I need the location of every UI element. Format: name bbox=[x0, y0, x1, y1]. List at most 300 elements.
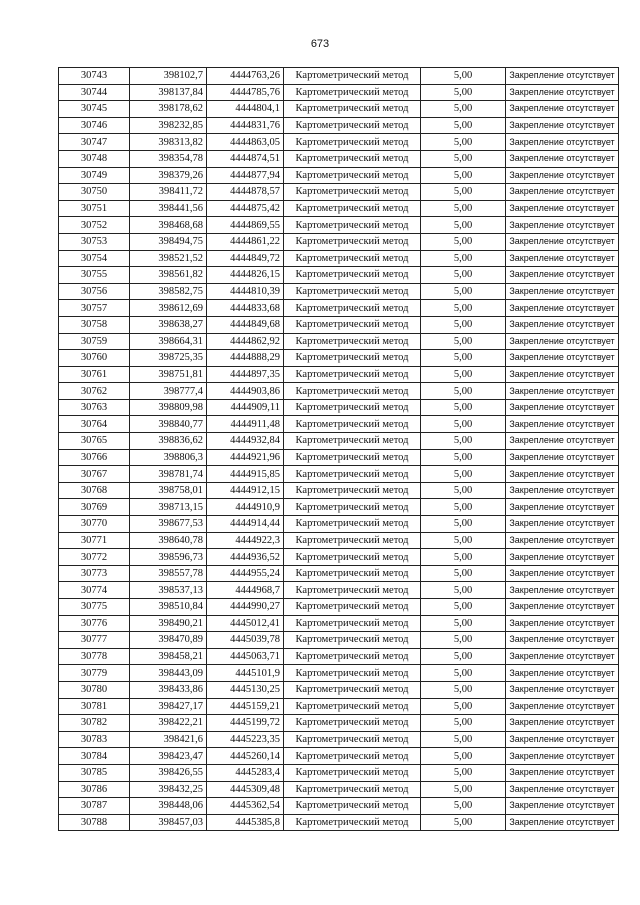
fixation-cell: Закрепление отсутствует bbox=[506, 449, 619, 466]
table-row bbox=[59, 748, 619, 765]
x-coordinate-cell: 398713,15 bbox=[130, 499, 207, 516]
x-coordinate-cell: 398423,47 bbox=[130, 748, 207, 765]
point-number-cell: 30766 bbox=[59, 449, 130, 466]
accuracy-cell: 5,00 bbox=[421, 781, 506, 798]
y-coordinate-cell: 4444914,44 bbox=[207, 516, 284, 533]
y-coordinate-cell: 4445309,48 bbox=[207, 781, 284, 798]
method-cell: Картометрический метод bbox=[284, 101, 421, 118]
y-coordinate-cell: 4445130,25 bbox=[207, 681, 284, 698]
fixation-cell: Закрепление отсутствует bbox=[506, 233, 619, 250]
fixation-cell: Закрепление отсутствует bbox=[506, 516, 619, 533]
method-cell: Картометрический метод bbox=[284, 316, 421, 333]
x-coordinate-cell: 398411,72 bbox=[130, 184, 207, 201]
table-row bbox=[59, 300, 619, 317]
y-coordinate-cell: 4444826,15 bbox=[207, 267, 284, 284]
y-coordinate-cell: 4444968,7 bbox=[207, 582, 284, 599]
table-row bbox=[59, 499, 619, 516]
fixation-cell: Закрепление отсутствует bbox=[506, 615, 619, 632]
table-row bbox=[59, 101, 619, 118]
x-coordinate-cell: 398457,03 bbox=[130, 814, 207, 831]
x-coordinate-cell: 398490,21 bbox=[130, 615, 207, 632]
y-coordinate-cell: 4445223,35 bbox=[207, 731, 284, 748]
x-coordinate-cell: 398561,82 bbox=[130, 267, 207, 284]
accuracy-cell: 5,00 bbox=[421, 233, 506, 250]
fixation-cell: Закрепление отсутствует bbox=[506, 466, 619, 483]
point-number-cell: 30767 bbox=[59, 466, 130, 483]
point-number-cell: 30780 bbox=[59, 681, 130, 698]
x-coordinate-cell: 398596,73 bbox=[130, 549, 207, 566]
method-cell: Картометрический метод bbox=[284, 516, 421, 533]
x-coordinate-cell: 398354,78 bbox=[130, 150, 207, 167]
fixation-cell: Закрепление отсутствует bbox=[506, 632, 619, 649]
y-coordinate-cell: 4444849,72 bbox=[207, 250, 284, 267]
method-cell: Картометрический метод bbox=[284, 715, 421, 732]
method-cell: Картометрический метод bbox=[284, 366, 421, 383]
point-number-cell: 30785 bbox=[59, 764, 130, 781]
x-coordinate-cell: 398725,35 bbox=[130, 350, 207, 367]
table-row bbox=[59, 582, 619, 599]
accuracy-cell: 5,00 bbox=[421, 217, 506, 234]
y-coordinate-cell: 4444785,76 bbox=[207, 84, 284, 101]
table-row bbox=[59, 217, 619, 234]
x-coordinate-cell: 398458,21 bbox=[130, 648, 207, 665]
y-coordinate-cell: 4444903,86 bbox=[207, 383, 284, 400]
x-coordinate-cell: 398677,53 bbox=[130, 516, 207, 533]
table-row bbox=[59, 200, 619, 217]
accuracy-cell: 5,00 bbox=[421, 433, 506, 450]
point-number-cell: 30748 bbox=[59, 150, 130, 167]
point-number-cell: 30745 bbox=[59, 101, 130, 118]
method-cell: Картометрический метод bbox=[284, 798, 421, 815]
method-cell: Картометрический метод bbox=[284, 599, 421, 616]
method-cell: Картометрический метод bbox=[284, 300, 421, 317]
x-coordinate-cell: 398379,26 bbox=[130, 167, 207, 184]
point-number-cell: 30773 bbox=[59, 565, 130, 582]
accuracy-cell: 5,00 bbox=[421, 648, 506, 665]
x-coordinate-cell: 398178,62 bbox=[130, 101, 207, 118]
y-coordinate-cell: 4444869,55 bbox=[207, 217, 284, 234]
y-coordinate-cell: 4444849,68 bbox=[207, 316, 284, 333]
table-row bbox=[59, 466, 619, 483]
point-number-cell: 30768 bbox=[59, 482, 130, 499]
fixation-cell: Закрепление отсутствует bbox=[506, 366, 619, 383]
point-number-cell: 30771 bbox=[59, 532, 130, 549]
table-row bbox=[59, 68, 619, 85]
point-number-cell: 30763 bbox=[59, 399, 130, 416]
accuracy-cell: 5,00 bbox=[421, 101, 506, 118]
fixation-cell: Закрепление отсутствует bbox=[506, 250, 619, 267]
y-coordinate-cell: 4444911,48 bbox=[207, 416, 284, 433]
table-row bbox=[59, 117, 619, 134]
accuracy-cell: 5,00 bbox=[421, 416, 506, 433]
accuracy-cell: 5,00 bbox=[421, 698, 506, 715]
fixation-cell: Закрепление отсутствует bbox=[506, 499, 619, 516]
accuracy-cell: 5,00 bbox=[421, 84, 506, 101]
x-coordinate-cell: 398137,84 bbox=[130, 84, 207, 101]
method-cell: Картометрический метод bbox=[284, 383, 421, 400]
y-coordinate-cell: 4444936,52 bbox=[207, 549, 284, 566]
table-row bbox=[59, 134, 619, 151]
accuracy-cell: 5,00 bbox=[421, 300, 506, 317]
x-coordinate-cell: 398470,89 bbox=[130, 632, 207, 649]
y-coordinate-cell: 4444833,68 bbox=[207, 300, 284, 317]
accuracy-cell: 5,00 bbox=[421, 565, 506, 582]
x-coordinate-cell: 398836,62 bbox=[130, 433, 207, 450]
x-coordinate-cell: 398443,09 bbox=[130, 665, 207, 682]
fixation-cell: Закрепление отсутствует bbox=[506, 68, 619, 85]
y-coordinate-cell: 4444863,05 bbox=[207, 134, 284, 151]
accuracy-cell: 5,00 bbox=[421, 350, 506, 367]
page-number: 673 bbox=[310, 38, 330, 50]
accuracy-cell: 5,00 bbox=[421, 449, 506, 466]
table-row bbox=[59, 781, 619, 798]
y-coordinate-cell: 4444862,92 bbox=[207, 333, 284, 350]
method-cell: Картометрический метод bbox=[284, 167, 421, 184]
table-row bbox=[59, 648, 619, 665]
fixation-cell: Закрепление отсутствует bbox=[506, 698, 619, 715]
accuracy-cell: 5,00 bbox=[421, 582, 506, 599]
point-number-cell: 30755 bbox=[59, 267, 130, 284]
table-row bbox=[59, 565, 619, 582]
point-number-cell: 30749 bbox=[59, 167, 130, 184]
fixation-cell: Закрепление отсутствует bbox=[506, 300, 619, 317]
accuracy-cell: 5,00 bbox=[421, 383, 506, 400]
accuracy-cell: 5,00 bbox=[421, 632, 506, 649]
point-number-cell: 30777 bbox=[59, 632, 130, 649]
table-row bbox=[59, 267, 619, 284]
method-cell: Картометрический метод bbox=[284, 764, 421, 781]
fixation-cell: Закрепление отсутствует bbox=[506, 150, 619, 167]
method-cell: Картометрический метод bbox=[284, 449, 421, 466]
fixation-cell: Закрепление отсутствует bbox=[506, 748, 619, 765]
accuracy-cell: 5,00 bbox=[421, 267, 506, 284]
y-coordinate-cell: 4444915,85 bbox=[207, 466, 284, 483]
point-number-cell: 30783 bbox=[59, 731, 130, 748]
accuracy-cell: 5,00 bbox=[421, 748, 506, 765]
point-number-cell: 30759 bbox=[59, 333, 130, 350]
accuracy-cell: 5,00 bbox=[421, 68, 506, 85]
x-coordinate-cell: 398582,75 bbox=[130, 283, 207, 300]
point-number-cell: 30754 bbox=[59, 250, 130, 267]
method-cell: Картометрический метод bbox=[284, 532, 421, 549]
point-number-cell: 30788 bbox=[59, 814, 130, 831]
y-coordinate-cell: 4445260,14 bbox=[207, 748, 284, 765]
y-coordinate-cell: 4444921,96 bbox=[207, 449, 284, 466]
fixation-cell: Закрепление отсутствует bbox=[506, 117, 619, 134]
x-coordinate-cell: 398777,4 bbox=[130, 383, 207, 400]
x-coordinate-cell: 398448,06 bbox=[130, 798, 207, 815]
table-row bbox=[59, 681, 619, 698]
x-coordinate-cell: 398422,21 bbox=[130, 715, 207, 732]
table-row bbox=[59, 250, 619, 267]
y-coordinate-cell: 4445012,41 bbox=[207, 615, 284, 632]
point-number-cell: 30779 bbox=[59, 665, 130, 682]
accuracy-cell: 5,00 bbox=[421, 399, 506, 416]
x-coordinate-cell: 398313,82 bbox=[130, 134, 207, 151]
x-coordinate-cell: 398232,85 bbox=[130, 117, 207, 134]
table-row bbox=[59, 383, 619, 400]
table-row bbox=[59, 632, 619, 649]
table-row bbox=[59, 715, 619, 732]
fixation-cell: Закрепление отсутствует bbox=[506, 383, 619, 400]
x-coordinate-cell: 398612,69 bbox=[130, 300, 207, 317]
point-number-cell: 30760 bbox=[59, 350, 130, 367]
method-cell: Картометрический метод bbox=[284, 134, 421, 151]
fixation-cell: Закрепление отсутствует bbox=[506, 217, 619, 234]
method-cell: Картометрический метод bbox=[284, 482, 421, 499]
point-number-cell: 30761 bbox=[59, 366, 130, 383]
fixation-cell: Закрепление отсутствует bbox=[506, 565, 619, 582]
accuracy-cell: 5,00 bbox=[421, 316, 506, 333]
y-coordinate-cell: 4445039,78 bbox=[207, 632, 284, 649]
table-body bbox=[59, 68, 619, 831]
accuracy-cell: 5,00 bbox=[421, 333, 506, 350]
fixation-cell: Закрепление отсутствует bbox=[506, 84, 619, 101]
table-row bbox=[59, 449, 619, 466]
point-number-cell: 30778 bbox=[59, 648, 130, 665]
method-cell: Картометрический метод bbox=[284, 814, 421, 831]
accuracy-cell: 5,00 bbox=[421, 184, 506, 201]
table-row bbox=[59, 549, 619, 566]
coordinates-table bbox=[58, 67, 619, 831]
table-row bbox=[59, 798, 619, 815]
method-cell: Картометрический метод bbox=[284, 499, 421, 516]
table-row bbox=[59, 167, 619, 184]
fixation-cell: Закрепление отсутствует bbox=[506, 681, 619, 698]
accuracy-cell: 5,00 bbox=[421, 499, 506, 516]
point-number-cell: 30764 bbox=[59, 416, 130, 433]
table-row bbox=[59, 433, 619, 450]
method-cell: Картометрический метод bbox=[284, 433, 421, 450]
method-cell: Картометрический метод bbox=[284, 632, 421, 649]
table-row bbox=[59, 399, 619, 416]
fixation-cell: Закрепление отсутствует bbox=[506, 433, 619, 450]
fixation-cell: Закрепление отсутствует bbox=[506, 814, 619, 831]
point-number-cell: 30757 bbox=[59, 300, 130, 317]
accuracy-cell: 5,00 bbox=[421, 117, 506, 134]
fixation-cell: Закрепление отсутствует bbox=[506, 283, 619, 300]
point-number-cell: 30782 bbox=[59, 715, 130, 732]
x-coordinate-cell: 398433,86 bbox=[130, 681, 207, 698]
method-cell: Картометрический метод bbox=[284, 200, 421, 217]
y-coordinate-cell: 4444810,39 bbox=[207, 283, 284, 300]
method-cell: Картометрический метод bbox=[284, 416, 421, 433]
fixation-cell: Закрепление отсутствует bbox=[506, 715, 619, 732]
accuracy-cell: 5,00 bbox=[421, 764, 506, 781]
x-coordinate-cell: 398664,31 bbox=[130, 333, 207, 350]
accuracy-cell: 5,00 bbox=[421, 681, 506, 698]
method-cell: Картометрический метод bbox=[284, 399, 421, 416]
table-row bbox=[59, 615, 619, 632]
x-coordinate-cell: 398638,27 bbox=[130, 316, 207, 333]
fixation-cell: Закрепление отсутствует bbox=[506, 101, 619, 118]
fixation-cell: Закрепление отсутствует bbox=[506, 350, 619, 367]
table-row bbox=[59, 184, 619, 201]
table-row bbox=[59, 516, 619, 533]
x-coordinate-cell: 398510,84 bbox=[130, 599, 207, 616]
fixation-cell: Закрепление отсутствует bbox=[506, 648, 619, 665]
table-row bbox=[59, 350, 619, 367]
method-cell: Картометрический метод bbox=[284, 184, 421, 201]
method-cell: Картометрический метод bbox=[284, 582, 421, 599]
fixation-cell: Закрепление отсутствует bbox=[506, 134, 619, 151]
method-cell: Картометрический метод bbox=[284, 350, 421, 367]
y-coordinate-cell: 4445063,71 bbox=[207, 648, 284, 665]
method-cell: Картометрический метод bbox=[284, 565, 421, 582]
accuracy-cell: 5,00 bbox=[421, 665, 506, 682]
y-coordinate-cell: 4444990,27 bbox=[207, 599, 284, 616]
fixation-cell: Закрепление отсутствует bbox=[506, 316, 619, 333]
method-cell: Картометрический метод bbox=[284, 549, 421, 566]
accuracy-cell: 5,00 bbox=[421, 549, 506, 566]
x-coordinate-cell: 398441,56 bbox=[130, 200, 207, 217]
fixation-cell: Закрепление отсутствует bbox=[506, 333, 619, 350]
table-row bbox=[59, 731, 619, 748]
point-number-cell: 30770 bbox=[59, 516, 130, 533]
x-coordinate-cell: 398640,78 bbox=[130, 532, 207, 549]
fixation-cell: Закрепление отсутствует bbox=[506, 184, 619, 201]
fixation-cell: Закрепление отсутствует bbox=[506, 416, 619, 433]
method-cell: Картометрический метод bbox=[284, 150, 421, 167]
table-row bbox=[59, 814, 619, 831]
accuracy-cell: 5,00 bbox=[421, 134, 506, 151]
method-cell: Картометрический метод bbox=[284, 731, 421, 748]
point-number-cell: 30765 bbox=[59, 433, 130, 450]
table-row bbox=[59, 316, 619, 333]
y-coordinate-cell: 4444804,1 bbox=[207, 101, 284, 118]
x-coordinate-cell: 398758,01 bbox=[130, 482, 207, 499]
accuracy-cell: 5,00 bbox=[421, 516, 506, 533]
accuracy-cell: 5,00 bbox=[421, 715, 506, 732]
fixation-cell: Закрепление отсутствует bbox=[506, 482, 619, 499]
fixation-cell: Закрепление отсутствует bbox=[506, 781, 619, 798]
method-cell: Картометрический метод bbox=[284, 283, 421, 300]
method-cell: Картометрический метод bbox=[284, 117, 421, 134]
table-row bbox=[59, 532, 619, 549]
fixation-cell: Закрепление отсутствует bbox=[506, 167, 619, 184]
fixation-cell: Закрепление отсутствует bbox=[506, 764, 619, 781]
y-coordinate-cell: 4444861,22 bbox=[207, 233, 284, 250]
fixation-cell: Закрепление отсутствует bbox=[506, 267, 619, 284]
y-coordinate-cell: 4444878,57 bbox=[207, 184, 284, 201]
point-number-cell: 30744 bbox=[59, 84, 130, 101]
table-row bbox=[59, 283, 619, 300]
fixation-cell: Закрепление отсутствует bbox=[506, 532, 619, 549]
x-coordinate-cell: 398427,17 bbox=[130, 698, 207, 715]
accuracy-cell: 5,00 bbox=[421, 366, 506, 383]
method-cell: Картометрический метод bbox=[284, 615, 421, 632]
y-coordinate-cell: 4445101,9 bbox=[207, 665, 284, 682]
accuracy-cell: 5,00 bbox=[421, 150, 506, 167]
table-row bbox=[59, 599, 619, 616]
x-coordinate-cell: 398494,75 bbox=[130, 233, 207, 250]
method-cell: Картометрический метод bbox=[284, 681, 421, 698]
x-coordinate-cell: 398521,52 bbox=[130, 250, 207, 267]
x-coordinate-cell: 398426,55 bbox=[130, 764, 207, 781]
method-cell: Картометрический метод bbox=[284, 267, 421, 284]
y-coordinate-cell: 4444888,29 bbox=[207, 350, 284, 367]
method-cell: Картометрический метод bbox=[284, 748, 421, 765]
y-coordinate-cell: 4445283,4 bbox=[207, 764, 284, 781]
point-number-cell: 30746 bbox=[59, 117, 130, 134]
point-number-cell: 30776 bbox=[59, 615, 130, 632]
method-cell: Картометрический метод bbox=[284, 665, 421, 682]
point-number-cell: 30743 bbox=[59, 68, 130, 85]
accuracy-cell: 5,00 bbox=[421, 798, 506, 815]
point-number-cell: 30756 bbox=[59, 283, 130, 300]
table-row bbox=[59, 482, 619, 499]
y-coordinate-cell: 4445362,54 bbox=[207, 798, 284, 815]
fixation-cell: Закрепление отсутствует bbox=[506, 731, 619, 748]
y-coordinate-cell: 4444763,26 bbox=[207, 68, 284, 85]
y-coordinate-cell: 4444910,9 bbox=[207, 499, 284, 516]
point-number-cell: 30781 bbox=[59, 698, 130, 715]
y-coordinate-cell: 4444874,51 bbox=[207, 150, 284, 167]
method-cell: Картометрический метод bbox=[284, 84, 421, 101]
accuracy-cell: 5,00 bbox=[421, 250, 506, 267]
method-cell: Картометрический метод bbox=[284, 233, 421, 250]
point-number-cell: 30786 bbox=[59, 781, 130, 798]
y-coordinate-cell: 4444831,76 bbox=[207, 117, 284, 134]
y-coordinate-cell: 4445199,72 bbox=[207, 715, 284, 732]
point-number-cell: 30751 bbox=[59, 200, 130, 217]
method-cell: Картометрический метод bbox=[284, 466, 421, 483]
method-cell: Картометрический метод bbox=[284, 217, 421, 234]
x-coordinate-cell: 398806,3 bbox=[130, 449, 207, 466]
fixation-cell: Закрепление отсутствует bbox=[506, 399, 619, 416]
table-row bbox=[59, 665, 619, 682]
accuracy-cell: 5,00 bbox=[421, 283, 506, 300]
point-number-cell: 30750 bbox=[59, 184, 130, 201]
fixation-cell: Закрепление отсутствует bbox=[506, 582, 619, 599]
table-row bbox=[59, 233, 619, 250]
accuracy-cell: 5,00 bbox=[421, 532, 506, 549]
x-coordinate-cell: 398557,78 bbox=[130, 565, 207, 582]
point-number-cell: 30784 bbox=[59, 748, 130, 765]
x-coordinate-cell: 398421,6 bbox=[130, 731, 207, 748]
accuracy-cell: 5,00 bbox=[421, 466, 506, 483]
x-coordinate-cell: 398781,74 bbox=[130, 466, 207, 483]
x-coordinate-cell: 398432,25 bbox=[130, 781, 207, 798]
point-number-cell: 30758 bbox=[59, 316, 130, 333]
point-number-cell: 30747 bbox=[59, 134, 130, 151]
table-row bbox=[59, 416, 619, 433]
y-coordinate-cell: 4444922,3 bbox=[207, 532, 284, 549]
x-coordinate-cell: 398809,98 bbox=[130, 399, 207, 416]
fixation-cell: Закрепление отсутствует bbox=[506, 665, 619, 682]
x-coordinate-cell: 398537,13 bbox=[130, 582, 207, 599]
table-row bbox=[59, 698, 619, 715]
accuracy-cell: 5,00 bbox=[421, 599, 506, 616]
fixation-cell: Закрепление отсутствует bbox=[506, 200, 619, 217]
point-number-cell: 30774 bbox=[59, 582, 130, 599]
y-coordinate-cell: 4444909,11 bbox=[207, 399, 284, 416]
point-number-cell: 30752 bbox=[59, 217, 130, 234]
table-row bbox=[59, 764, 619, 781]
point-number-cell: 30753 bbox=[59, 233, 130, 250]
accuracy-cell: 5,00 bbox=[421, 482, 506, 499]
fixation-cell: Закрепление отсутствует bbox=[506, 549, 619, 566]
point-number-cell: 30772 bbox=[59, 549, 130, 566]
table-row bbox=[59, 84, 619, 101]
table-row bbox=[59, 150, 619, 167]
y-coordinate-cell: 4445385,8 bbox=[207, 814, 284, 831]
y-coordinate-cell: 4444955,24 bbox=[207, 565, 284, 582]
method-cell: Картометрический метод bbox=[284, 648, 421, 665]
x-coordinate-cell: 398468,68 bbox=[130, 217, 207, 234]
fixation-cell: Закрепление отсутствует bbox=[506, 798, 619, 815]
y-coordinate-cell: 4444932,84 bbox=[207, 433, 284, 450]
